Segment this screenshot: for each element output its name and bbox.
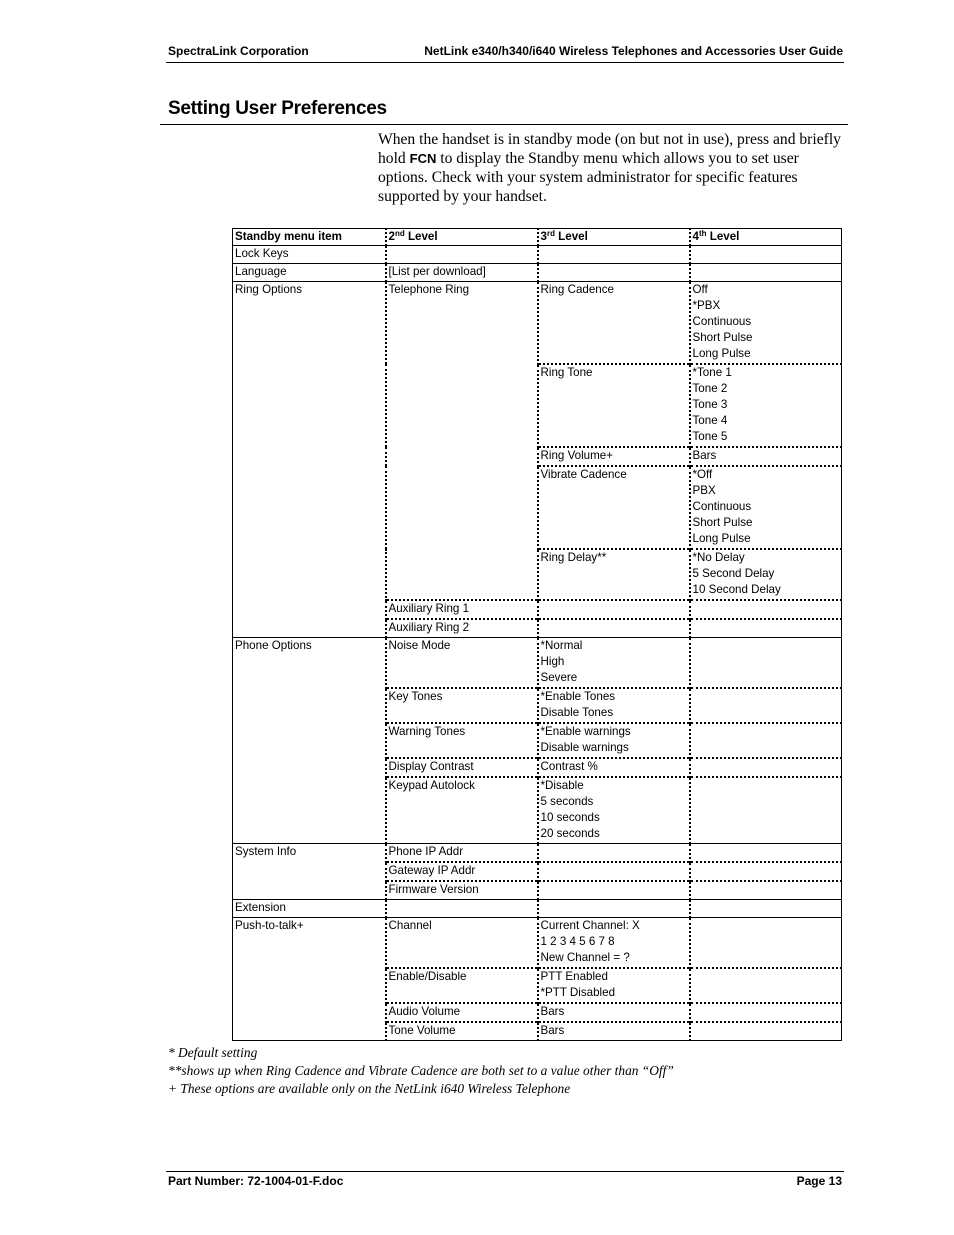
footnote-i640-only: + These options are available only on the NetLink i640 Wireless Telephone — [168, 1081, 571, 1096]
cell-line: Auxiliary Ring 1 — [388, 602, 470, 615]
level-2-cell — [386, 1003, 538, 1022]
header-rule — [166, 62, 844, 63]
cell-line: Telephone Ring — [388, 283, 470, 296]
menu-item-cell — [233, 619, 386, 638]
menu-item-cell — [233, 466, 386, 549]
menu-item-cell — [233, 600, 386, 619]
menu-item-cell — [233, 447, 386, 466]
cell-line: Tone 2 — [692, 382, 728, 395]
cell-line: Continuous — [692, 315, 752, 328]
standby-menu-table — [232, 228, 842, 1041]
cell-line: Auxiliary Ring 2 — [388, 621, 470, 634]
menu-item-cell — [233, 638, 386, 689]
level-3-cell — [538, 364, 690, 447]
cell-line: 10 Second Delay — [692, 583, 781, 596]
level-2-cell — [386, 600, 538, 619]
level-3-cell — [538, 1003, 690, 1022]
level-4-cell — [690, 364, 842, 447]
cell-line: 1 2 3 4 5 6 7 8 — [540, 935, 615, 948]
cell-line: *PBX — [692, 299, 721, 312]
level-3-cell — [538, 844, 690, 863]
cell-line: *Tone 1 — [692, 366, 732, 379]
header-3rd-level: 3rd Level — [538, 229, 690, 246]
level-2-cell — [386, 466, 538, 549]
level-2-cell — [386, 918, 538, 969]
level-4-cell — [690, 466, 842, 549]
level-2-cell — [386, 968, 538, 1003]
level-4-cell — [690, 777, 842, 844]
menu-item-cell — [233, 282, 386, 365]
level-3-cell — [538, 638, 690, 689]
cell-line: Bars — [540, 1005, 565, 1018]
table-row — [233, 364, 842, 447]
table-row — [233, 758, 842, 777]
cell-line: PTT Enabled — [540, 970, 608, 983]
cell-line: High — [540, 655, 565, 668]
intro-text-start: When the handset is in standby mode (on but not in use), press and briefly hold — [378, 131, 841, 167]
menu-item-cell — [233, 918, 386, 969]
level-2-cell — [386, 723, 538, 758]
cell-line: Firmware Version — [388, 883, 479, 896]
cell-line: *Enable Tones — [540, 690, 616, 703]
cell-line: Ring Cadence — [540, 283, 614, 296]
cell-line: Contrast % — [540, 760, 598, 773]
level-4-cell — [690, 844, 842, 863]
level-2-cell — [386, 844, 538, 863]
cell-line: 5 seconds — [540, 795, 594, 808]
cell-line: Gateway IP Addr — [388, 864, 476, 877]
level-4-cell — [690, 638, 842, 689]
cell-line: Long Pulse — [692, 347, 751, 360]
level-2-cell — [386, 758, 538, 777]
level-4-cell — [690, 900, 842, 918]
cell-line: Phone Options — [235, 639, 312, 652]
menu-item-cell — [233, 862, 386, 881]
cell-line: Lock Keys — [235, 247, 289, 260]
table-row — [233, 900, 842, 918]
cell-line: Tone 4 — [692, 414, 728, 427]
cell-line: Tone 3 — [692, 398, 728, 411]
table-row — [233, 246, 842, 264]
cell-line: Bars — [692, 449, 717, 462]
intro-text-end: to display the Standby menu which allows you to set user options. Check with your system administrator for specific features supported by your handset. — [378, 150, 799, 205]
footnotes — [168, 1044, 674, 1098]
table-row — [233, 619, 842, 638]
cell-line: Noise Mode — [388, 639, 451, 652]
footer-rule — [166, 1171, 844, 1172]
level-2-cell — [386, 777, 538, 844]
cell-line: 5 Second Delay — [692, 567, 775, 580]
menu-item-cell — [233, 264, 386, 282]
level-2-cell — [386, 549, 538, 600]
cell-line: Language — [235, 265, 287, 278]
level-2-cell — [386, 619, 538, 638]
footnote-ring-delay: **shows up when Ring Cadence and Vibrate Cadence are both set to a value other than “Off” — [168, 1063, 674, 1078]
level-4-cell — [690, 723, 842, 758]
level-3-cell — [538, 688, 690, 723]
menu-item-cell — [233, 1003, 386, 1022]
intro-paragraph — [378, 130, 848, 206]
cell-line: Ring Volume+ — [540, 449, 614, 462]
fcn-key-label: FCN — [409, 151, 437, 166]
level-4-cell — [690, 968, 842, 1003]
level-2-cell — [386, 447, 538, 466]
table-row — [233, 968, 842, 1003]
cell-line: Long Pulse — [692, 532, 751, 545]
cell-line: New Channel = ? — [540, 951, 630, 964]
cell-line: Ring Options — [235, 283, 303, 296]
level-3-cell — [538, 918, 690, 969]
cell-line: Current Channel: X — [540, 919, 640, 932]
level-2-cell — [386, 638, 538, 689]
cell-line: *Off — [692, 468, 713, 481]
table-row — [233, 264, 842, 282]
level-4-cell — [690, 688, 842, 723]
menu-item-cell — [233, 1022, 386, 1041]
table-row — [233, 447, 842, 466]
table-row — [233, 918, 842, 969]
cell-line: [List per download] — [388, 265, 486, 278]
cell-line: 20 seconds — [540, 827, 600, 840]
section-title-rule — [160, 124, 848, 125]
cell-line: Ring Delay** — [540, 551, 607, 564]
table-row — [233, 881, 842, 900]
cell-line: Audio Volume — [388, 1005, 461, 1018]
level-4-cell — [690, 600, 842, 619]
table-row — [233, 466, 842, 549]
level-3-cell — [538, 246, 690, 264]
table-row — [233, 844, 842, 863]
cell-line: Key Tones — [388, 690, 443, 703]
cell-line: Short Pulse — [692, 516, 753, 529]
level-4-cell — [690, 918, 842, 969]
level-2-cell — [386, 282, 538, 365]
level-2-cell — [386, 688, 538, 723]
table-row — [233, 638, 842, 689]
cell-line: Short Pulse — [692, 331, 753, 344]
level-3-cell — [538, 900, 690, 918]
level-2-cell — [386, 881, 538, 900]
header-company: SpectraLink Corporation — [168, 44, 309, 58]
cell-line: Ring Tone — [540, 366, 593, 379]
table-row — [233, 688, 842, 723]
level-3-cell — [538, 466, 690, 549]
cell-line: *Disable — [540, 779, 584, 792]
menu-item-cell — [233, 723, 386, 758]
header-standby-menu-item: Standby menu item — [233, 229, 386, 246]
section-title: Setting User Preferences — [168, 98, 387, 119]
table-row — [233, 282, 842, 365]
level-3-cell — [538, 862, 690, 881]
footer-page-number: Page 13 — [796, 1174, 842, 1188]
cell-line: System Info — [235, 845, 297, 858]
level-3-cell — [538, 723, 690, 758]
cell-line: Display Contrast — [388, 760, 474, 773]
cell-line: Enable/Disable — [388, 970, 467, 983]
level-3-cell — [538, 619, 690, 638]
menu-item-cell — [233, 844, 386, 863]
menu-item-cell — [233, 364, 386, 447]
header-2nd-level: 2nd Level — [386, 229, 538, 246]
level-4-cell — [690, 549, 842, 600]
table-row — [233, 1022, 842, 1041]
level-4-cell — [690, 619, 842, 638]
cell-line: Warning Tones — [388, 725, 466, 738]
level-3-cell — [538, 881, 690, 900]
level-3-cell — [538, 968, 690, 1003]
level-3-cell — [538, 777, 690, 844]
cell-line: *No Delay — [692, 551, 745, 564]
cell-line: Continuous — [692, 500, 752, 513]
table-row — [233, 1003, 842, 1022]
table-header-row — [233, 229, 842, 246]
level-3-cell — [538, 549, 690, 600]
cell-line: Channel — [388, 919, 432, 932]
level-3-cell — [538, 447, 690, 466]
table-body — [233, 246, 842, 1041]
menu-item-cell — [233, 246, 386, 264]
level-2-cell — [386, 1022, 538, 1041]
footnote-default-setting: * Default setting — [168, 1045, 258, 1060]
menu-item-cell — [233, 549, 386, 600]
cell-line: Phone IP Addr — [388, 845, 464, 858]
cell-line: *PTT Disabled — [540, 986, 616, 999]
menu-item-cell — [233, 881, 386, 900]
level-2-cell — [386, 264, 538, 282]
cell-line: *Enable warnings — [540, 725, 631, 738]
table-row — [233, 777, 842, 844]
cell-line: 10 seconds — [540, 811, 600, 824]
cell-line: Bars — [540, 1024, 565, 1037]
header-document-title: NetLink e340/h340/i640 Wireless Telephones and Accessories User Guide — [424, 44, 843, 58]
cell-line: Off — [692, 283, 708, 296]
menu-item-cell — [233, 900, 386, 918]
cell-line: Tone Volume — [388, 1024, 456, 1037]
level-4-cell — [690, 1003, 842, 1022]
level-2-cell — [386, 900, 538, 918]
level-2-cell — [386, 364, 538, 447]
level-4-cell — [690, 758, 842, 777]
menu-item-cell — [233, 758, 386, 777]
level-3-cell — [538, 282, 690, 365]
table-row — [233, 862, 842, 881]
level-4-cell — [690, 881, 842, 900]
level-3-cell — [538, 1022, 690, 1041]
cell-line: Disable warnings — [540, 741, 629, 754]
footer-part-number: Part Number: 72-1004-01-F.doc — [168, 1174, 344, 1188]
level-4-cell — [690, 862, 842, 881]
level-3-cell — [538, 264, 690, 282]
cell-line: Keypad Autolock — [388, 779, 475, 792]
cell-line: Push-to-talk+ — [235, 919, 304, 932]
level-4-cell — [690, 447, 842, 466]
cell-line: Tone 5 — [692, 430, 728, 443]
cell-line: Extension — [235, 901, 286, 914]
header-4th-level: 4th Level — [690, 229, 842, 246]
level-4-cell — [690, 246, 842, 264]
level-4-cell — [690, 282, 842, 365]
cell-line: *Normal — [540, 639, 583, 652]
table-row — [233, 600, 842, 619]
level-4-cell — [690, 264, 842, 282]
menu-item-cell — [233, 688, 386, 723]
menu-item-cell — [233, 777, 386, 844]
level-4-cell — [690, 1022, 842, 1041]
cell-line: Severe — [540, 671, 578, 684]
menu-item-cell — [233, 968, 386, 1003]
level-2-cell — [386, 246, 538, 264]
cell-line: Disable Tones — [540, 706, 614, 719]
table-row — [233, 549, 842, 600]
table-row — [233, 723, 842, 758]
level-3-cell — [538, 758, 690, 777]
level-2-cell — [386, 862, 538, 881]
cell-line: PBX — [692, 484, 716, 497]
cell-line: Vibrate Cadence — [540, 468, 627, 481]
level-3-cell — [538, 600, 690, 619]
